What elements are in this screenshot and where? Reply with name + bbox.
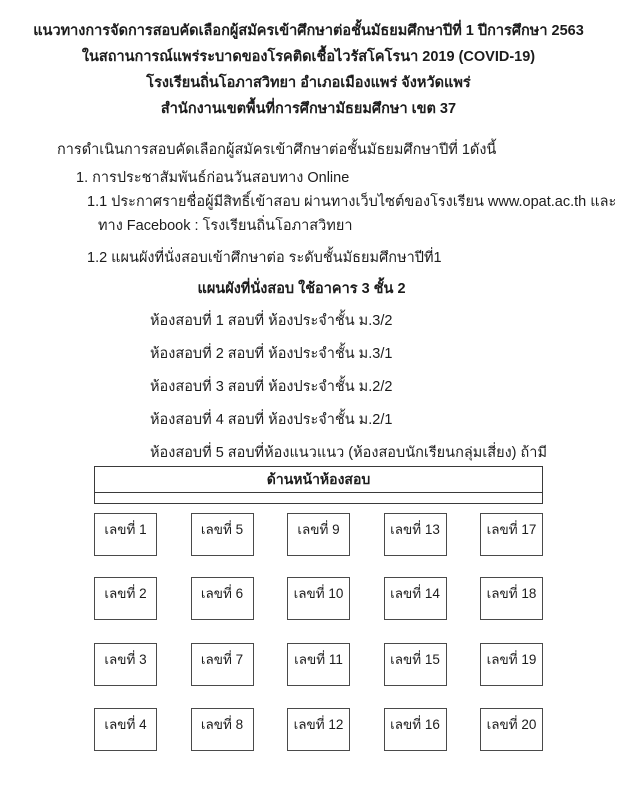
seat-grid-row [94, 708, 543, 751]
seat-box-5: เลขที่ 5 [191, 513, 254, 556]
header-school-line: โรงเรียนถิ่นโอภาสวิทยา อำเภอเมืองแพร่ จังหวัดแพร่ [146, 75, 471, 91]
seating-front-table [94, 466, 543, 504]
exam-room-line-1: ห้องสอบที่ 1 สอบที่ ห้องประจำชั้น ม.3/2 [150, 313, 393, 329]
seat-box-3: เลขที่ 3 [94, 643, 157, 686]
seat-box-8: เลขที่ 8 [191, 708, 254, 751]
intro-paragraph: การดำเนินการสอบคัดเลือกผู้สมัครเข้าศึกษาต่อชั้นมัธยมศึกษาปีที่ 1ดังนี้ [57, 142, 497, 158]
list-item-1: 1. การประชาสัมพันธ์ก่อนวันสอบทาง Online [76, 170, 350, 186]
seat-box-16: เลขที่ 16 [384, 708, 447, 751]
seat-box-7: เลขที่ 7 [191, 643, 254, 686]
seat-grid-row [94, 513, 543, 556]
header-title-line-1: แนวทางการจัดการสอบคัดเลือกผู้สมัครเข้าศึกษาต่อชั้นมัธยมศึกษาปีที่ 1 ปีการศึกษา 2563 [33, 23, 584, 39]
seat-box-15: เลขที่ 15 [384, 643, 447, 686]
seat-box-4: เลขที่ 4 [94, 708, 157, 751]
seat-box-13: เลขที่ 13 [384, 513, 447, 556]
header-office-line: สำนักงานเขตพื้นที่การศึกษามัธยมศึกษา เขต 37 [160, 101, 457, 117]
seat-box-19: เลขที่ 19 [480, 643, 543, 686]
front-table-empty-row [95, 493, 542, 503]
seat-grid-row [94, 577, 543, 620]
exam-room-line-3: ห้องสอบที่ 3 สอบที่ ห้องประจำชั้น ม.2/2 [150, 379, 393, 395]
list-item-1-1-line-1: 1.1 ประกาศรายชื่อผู้มีสิทธิ์เข้าสอบ ผ่านทางเว็บไซต์ของโรงเรียน www.opat.ac.th และ [87, 194, 617, 210]
seating-plan-title: แผนผังที่นั่งสอบ ใช้อาคาร 3 ชั้น 2 [197, 281, 406, 297]
document-header [30, 18, 587, 122]
front-of-room-label: ด้านหน้าห้องสอบ [95, 467, 542, 493]
list-item-1-1-line-2: ทาง Facebook : โรงเรียนถิ่นโอภาสวิทยา [98, 218, 353, 234]
header-title-line-2: ในสถานการณ์แพร่ระบาดของโรคติดเชื้อไวรัสโคโรนา 2019 (COVID-19) [81, 49, 536, 65]
seat-box-2: เลขที่ 2 [94, 577, 157, 620]
seat-box-6: เลขที่ 6 [191, 577, 254, 620]
seat-box-17: เลขที่ 17 [480, 513, 543, 556]
seat-box-14: เลขที่ 14 [384, 577, 447, 620]
seat-box-9: เลขที่ 9 [287, 513, 350, 556]
seat-box-10: เลขที่ 10 [287, 577, 350, 620]
seat-box-18: เลขที่ 18 [480, 577, 543, 620]
seat-box-11: เลขที่ 11 [287, 643, 350, 686]
exam-room-line-5: ห้องสอบที่ 5 สอบที่ห้องแนวแนว (ห้องสอบนักเรียนกลุ่มเสี่ยง) ถ้ามี [150, 445, 548, 461]
exam-room-line-4: ห้องสอบที่ 4 สอบที่ ห้องประจำชั้น ม.2/1 [150, 412, 393, 428]
exam-room-line-2: ห้องสอบที่ 2 สอบที่ ห้องประจำชั้น ม.3/1 [150, 346, 393, 362]
seat-box-20: เลขที่ 20 [480, 708, 543, 751]
seat-box-12: เลขที่ 12 [287, 708, 350, 751]
seat-box-1: เลขที่ 1 [94, 513, 157, 556]
list-item-1-2: 1.2 แผนผังที่นั่งสอบเข้าศึกษาต่อ ระดับชั้นมัธยมศึกษาปีที่1 [87, 250, 442, 266]
seat-grid-row [94, 643, 543, 686]
